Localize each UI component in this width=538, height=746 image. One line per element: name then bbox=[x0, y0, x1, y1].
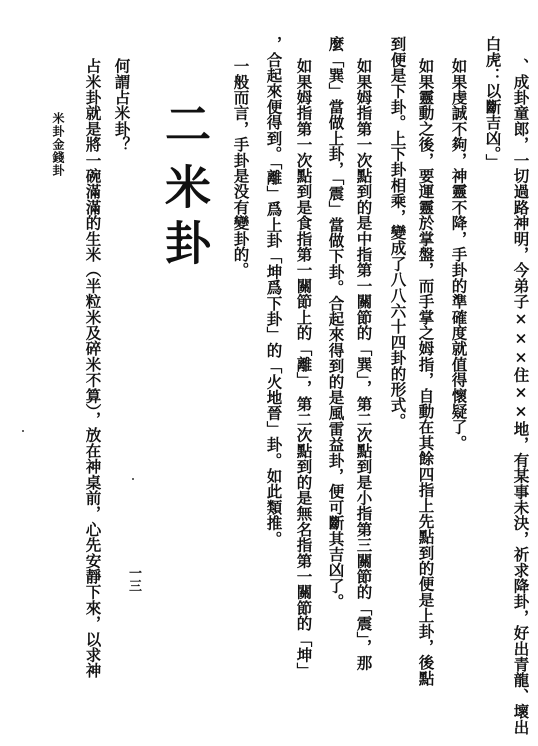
text-column: 如果靈動之後，要運靈於掌盤，而手掌之姆指，自動在其餘四指上先點到的便是上卦，後點 bbox=[416, 58, 436, 686]
text-column: 一般而言，手卦是没有變卦的。 bbox=[231, 58, 251, 278]
text-column: 麼「巽」當做上卦，「震」當做下卦。合起來得到的是風雷益卦，便可斷其吉凶了。 bbox=[326, 36, 346, 610]
section-question: 何謂占米卦？ bbox=[112, 58, 132, 153]
text-column: 、成卦童郎，一切過路神明，今弟子×××住××地，有某事未決，祈求降卦，好出青龍、壞出 bbox=[511, 58, 531, 735]
running-head: 米卦金錢卦 bbox=[51, 112, 65, 177]
text-column: 如果姆指第一次點到是食指第一關節上的「離」，第二次點到的是無名指第一關節的「坤」 bbox=[294, 58, 314, 679]
text-column: 占米卦就是將一碗滿滿的生米（半粒米及碎米不算），放在神桌前，心先安靜下來，以求神 bbox=[83, 58, 103, 679]
chapter-number: 二 bbox=[158, 100, 212, 156]
text-column: 到便是下卦。上下卦相乘，變成了八八六十四卦的形式。 bbox=[388, 36, 408, 429]
scan-speck bbox=[132, 478, 134, 480]
text-column: ，合起來便得到。「離」爲上卦「坤爲下卦」的「火地晉」卦。如此類推。 bbox=[264, 36, 284, 547]
text-column: 如果姆指第一次點到的是中指第一關節的「巽」，第二次點到是小指第三關節的「震」，那 bbox=[354, 58, 374, 671]
text-column: 如果虔誠不夠，神靈不降，手卦的準確度就值得懷疑了。 bbox=[449, 58, 469, 451]
scan-speck bbox=[22, 430, 24, 432]
page-number: 一三 bbox=[126, 566, 141, 592]
chapter-title: 米卦 bbox=[158, 163, 212, 275]
text-column: 白虎：以斷吉凶。」 bbox=[483, 36, 503, 170]
